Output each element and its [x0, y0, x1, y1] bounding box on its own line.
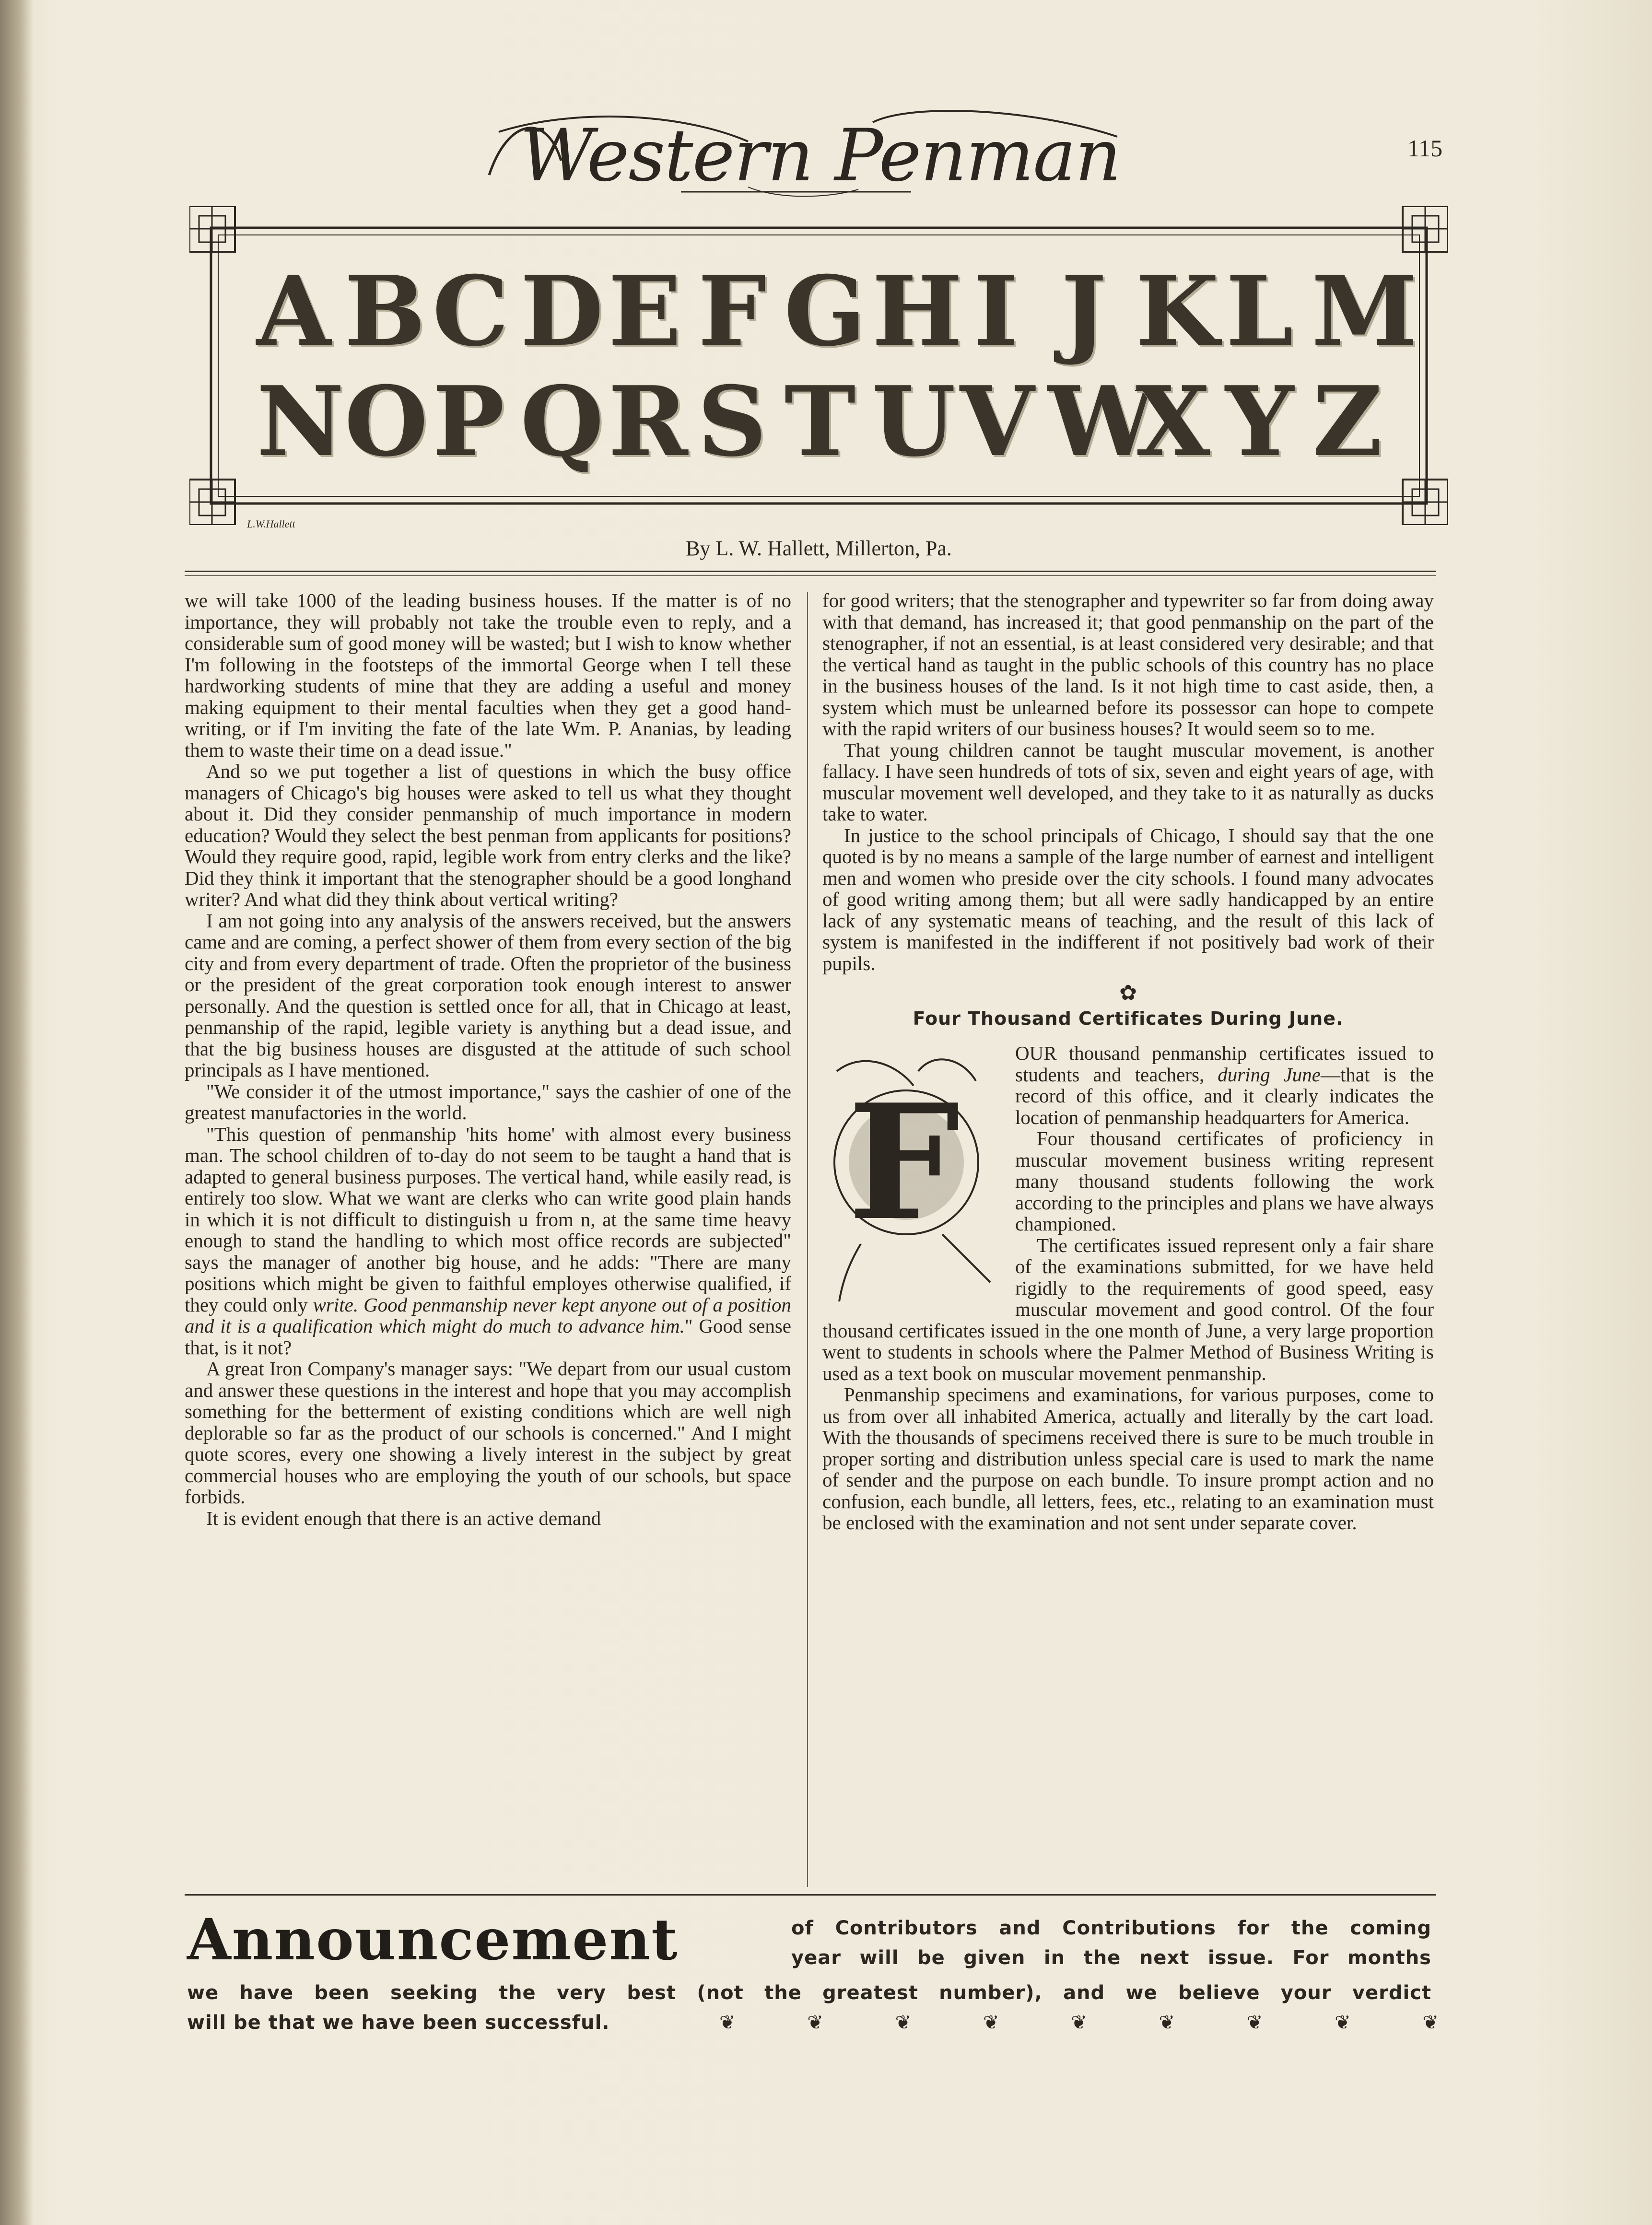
ornamental-letter: J: [1061, 255, 1107, 368]
leaf-ornament-icon: ❦: [1071, 2012, 1087, 2034]
paragraph: "We consider it of the utmost importance," says the cashier of one of the greatest manufactories in the world.: [185, 1080, 791, 1124]
ornamental-letter: O: [344, 365, 428, 478]
fleuron-icon: ✿: [1119, 981, 1137, 1005]
section-heading: Four Thousand Certificates During June.: [913, 1007, 1344, 1029]
ornamental-letter: S: [697, 365, 767, 478]
leaf-ornament-icon: ❦: [807, 2012, 823, 2034]
leaf-ornament-icon: ❦: [1159, 2012, 1175, 2034]
leaf-ornament-icon: ❦: [1246, 2012, 1263, 2034]
emphasis-quote: Good penmanship never kept anyone out of a position and it is a qualification which might do much to advance him.: [185, 1293, 792, 1337]
ornamental-letter: F: [698, 255, 766, 368]
ornamental-letter: I: [973, 255, 1019, 368]
ornamental-letter: M: [1311, 255, 1418, 368]
paragraph: I am not going into any analysis of the answers received, but the answers came and are coming, a perfect shower of them from every section of the big city and from every department of trade. Often the proprietor of the business or the president of the great corporation took enough interest to answer personally. And the question is settled once for all, that in Chicago at least, penmanship of the rapid, legible variety is anything but a dead issue, and that the big business houses are disgusted at the attitude of such school principals as I have mentioned.: [185, 909, 791, 1081]
dropcap-letter: F: [847, 1069, 961, 1255]
alphabet-row-1: [257, 255, 1418, 368]
ornamental-letter: E: [608, 255, 681, 368]
announcement-line: we have been seeking the very best (not the greatest number), and we believe your verdict: [187, 1982, 1431, 2004]
leaf-ornament-icon: ❦: [895, 2012, 912, 2034]
ornamental-letter: D: [520, 255, 604, 368]
announcement-line: year will be given in the next issue. For months: [791, 1947, 1431, 1969]
paragraph-text: " Good sense that, is it not?: [185, 1315, 792, 1358]
ornamental-letter: L: [1226, 255, 1293, 368]
right-column: [822, 590, 1434, 1534]
artist-signature: L.W.Hallett: [247, 518, 295, 530]
masthead: [480, 103, 1160, 209]
leaf-ornament-icon: ❦: [719, 2012, 736, 2034]
paragraph: That young children cannot be taught muscular movement, is another fallacy. I have seen hundreds of tots of six, seven and eight years of age, with muscular movement well developed, and they take to it as naturally as ducks take to water.: [822, 738, 1434, 825]
ornamental-letter: Q: [520, 365, 604, 478]
left-column: [185, 590, 791, 1529]
ornamental-letter: Z: [1312, 365, 1383, 478]
ornamental-letter: R: [608, 365, 688, 478]
leaf-ornament-icon: ❦: [1335, 2012, 1351, 2034]
ornamental-letter: X: [1136, 365, 1210, 478]
paragraph: we will take 1000 of the leading business houses. If the matter is of no importance, they will probably not take the trouble even to reply, and a considerable sum of good money will be wasted; but I wish to know whether I'm following in the footsteps of the immortal George when I tell these hardworking students of mine that they are adding a useful and money making equipment to their mental faculties when they get a good hand-writing, or if I'm inviting the fate of the late Wm. P. Ananias, by leading them to waste their time on a dead issue.": [185, 589, 791, 761]
footer-rule: [185, 1894, 1436, 1896]
ornamental-alphabet-frame: [189, 206, 1448, 525]
paragraph: [185, 1124, 791, 1358]
ornamental-letter: H: [872, 255, 963, 368]
header-rule-thin: [185, 575, 1436, 576]
announcement-line: will be that we have been successful.: [187, 2012, 610, 2034]
announcement-title: Announcement: [187, 1906, 679, 1973]
byline: By L. W. Hallett, Millerton, Pa.: [686, 537, 952, 560]
alphabet-row-2: [257, 365, 1383, 478]
column-divider: [807, 592, 808, 1887]
emphasis: during June: [1218, 1063, 1321, 1086]
ornamental-letter: T: [784, 365, 856, 478]
paragraph: The certificates issued represent only a fair share of the examinations submitted, for we have held rigidly to the requirements of good speed, easy muscular movement and good control. Of the four thousand certificates issued in the one month of June, a very large proportion went to students in schools where the Palmer Method of Business Writing is used as a text book on muscular movement penmanship.: [822, 1234, 1434, 1384]
paragraph-text: OUR thousand penmanship certificates issued to students and teachers,: [1015, 1042, 1434, 1086]
paragraph-text: "This question of penmanship 'hits home' with almost every business man. The school children of to-day do not seem to be taught a hand that is adapted to general business purposes. The vertical hand, while easily read, is entirely too slow. What we want are clerks who can write good plain hands in which it is not difficult to distinguish u from n, at the same time heavy enough to stand the handling to which most office records are subjected" says the manager of another big house, and he adds: "There are many positions which might be given to faithful employes otherwise qualified, if they could only: [185, 1123, 791, 1316]
ornamental-letter: P: [432, 365, 505, 478]
ornament-row: [719, 2008, 1439, 2038]
ornamental-letter: C: [432, 255, 509, 368]
paragraph: And so we put together a list of questions in which the busy office managers of Chicago's big houses were asked to tell us what they thought about it. Did they consider penmanship of much importance in modern education? Would they select the best penman from applicants for positions? Would they require good, rapid, legible work from entry clerks and the like? Did they think it important that the stenographer should be a good longhand writer? And what did they think about vertical writing?: [185, 760, 791, 910]
ornamental-letter: N: [257, 365, 344, 478]
leaf-ornament-icon: ❦: [1422, 2012, 1439, 2034]
paragraph: Four thousand certificates of proficiency in muscular movement business writing represent many thousand students following the work according to the principles and plans we have always championed.: [1015, 1127, 1434, 1235]
announcement-line: of Contributors and Contributions for the coming: [791, 1917, 1431, 1939]
book-spine-shadow: [0, 0, 34, 2225]
ornamental-letter: Y: [1225, 365, 1294, 478]
ornamental-letter: B: [344, 255, 426, 368]
illuminated-dropcap: [818, 1042, 1009, 1304]
paragraph: In justice to the school principals of Chicago, I should say that the one quoted is by no means a sample of the large number of earnest and intelligent men and women who preside over the city schools. I found many advocates of good writing among them; but all were sadly handicapped by an entire lack of any systematic means of teaching, and the result of this lack of system is manifested in the indifferent if not positively bad work of their pupils.: [822, 824, 1434, 974]
ornamental-letter: G: [784, 255, 866, 368]
header-rule: [185, 571, 1436, 572]
paragraph-text: —that is the record of this office, and it clearly indicates the location of penmanship headquarters for America.: [1015, 1063, 1434, 1128]
page-number: 115: [1407, 135, 1443, 162]
ornamental-letter: K: [1136, 255, 1219, 368]
paragraph: A great Iron Company's manager says: "We depart from our usual custom and answer these questions in the interest and hope that you may accomplish something for the betterment of existing conditions which are well nigh deplorable so far as the product of our schools is concerned." And I might quote scores, every one showing a lively interest in the subject by great commercial houses who are employing the youth of our schools, but space forbids.: [185, 1358, 791, 1508]
leaf-ornament-icon: ❦: [983, 2012, 999, 2034]
ornamental-letter: W: [1047, 365, 1156, 478]
masthead-title: Western Penman: [519, 114, 1121, 198]
ornamental-letter: V: [960, 365, 1034, 478]
ornamental-letter: A: [257, 255, 331, 368]
paragraph: It is evident enough that there is an active demand: [206, 1507, 601, 1529]
paragraph: for good writers; that the stenographer and typewriter so far from doing away with that demand, has increased it; that good penmanship on the part of the stenographer, if not an essential, is at least considered very desirable; and that the vertical hand as taught in the public schools of this country has no place in the business houses of the land. Is it not high time to cast aside, then, a system which must be unlearned before its possessor can hope to compete with the rapid writers of our business houses? It would seem so to me.: [822, 589, 1434, 739]
emphasis: write.: [313, 1293, 359, 1316]
ornamental-letter: U: [872, 365, 956, 478]
paragraph: Penmanship specimens and examinations, for various purposes, come to us from over all inhabited America, actually and literally by the cart load. With the thousands of specimens received there is sure to be much trouble in proper sorting and distribution unless special care is used to mark the name of sender and the purpose on each bundle. To insure prompt action and no confusion, each bundle, all letters, fees, etc., relating to an examination must be enclosed with the examination and not sent under separate cover.: [822, 1383, 1434, 1534]
